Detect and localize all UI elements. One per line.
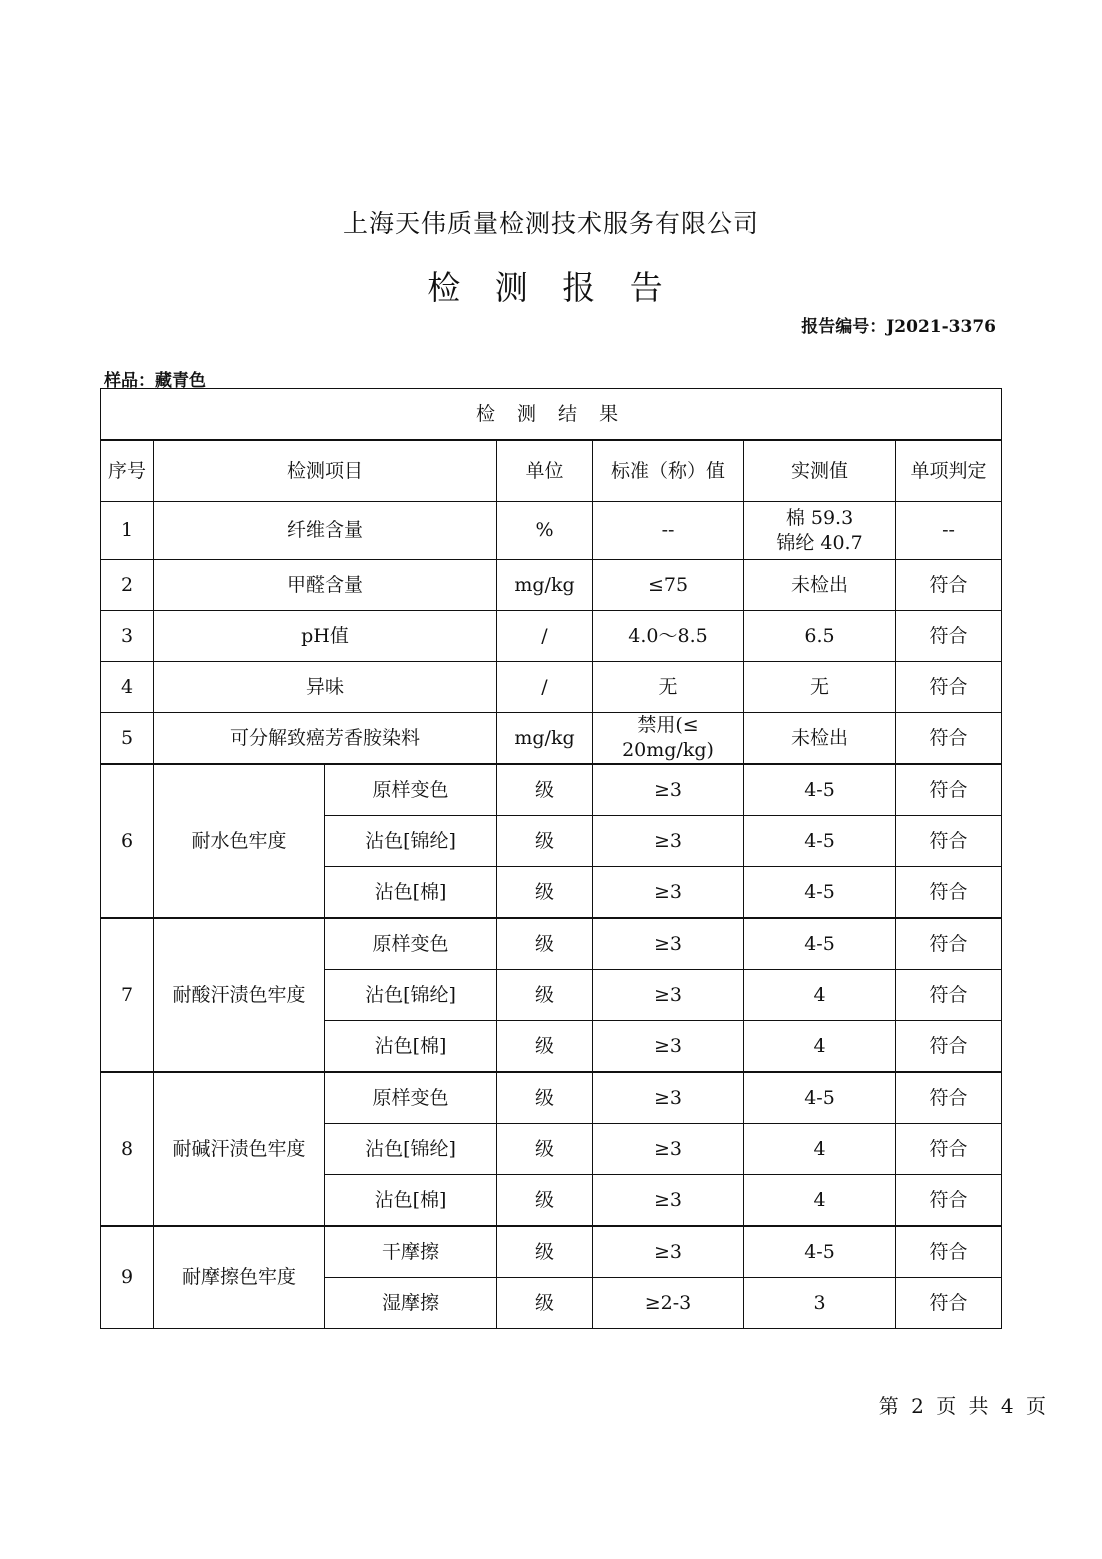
unit-cell: 级 (497, 1021, 593, 1073)
results-table (100, 388, 1002, 1329)
standard-line: 20mg/kg) (622, 739, 714, 761)
measured-cell: 4-5 (744, 918, 896, 970)
standard-cell: ≥2-3 (593, 1278, 744, 1329)
table-row (101, 1072, 1002, 1124)
item-cell: 耐摩擦色牢度 (154, 1226, 325, 1329)
measured-cell: 4-5 (744, 764, 896, 816)
seq-cell: 5 (101, 713, 154, 765)
table-row (101, 918, 1002, 970)
header-item: 检测项目 (154, 440, 497, 502)
judgment-cell: 符合 (896, 764, 1002, 816)
unit-cell: mg/kg (497, 713, 593, 765)
seq-cell: 3 (101, 611, 154, 662)
measured-cell: 3 (744, 1278, 896, 1329)
unit-cell: 级 (497, 1278, 593, 1329)
seq-cell: 2 (101, 560, 154, 611)
table-caption: 检 测 结 果 (101, 389, 1002, 441)
subitem-cell: 沾色[棉] (325, 867, 497, 919)
judgment-cell: 符合 (896, 560, 1002, 611)
header-measured: 实测值 (744, 440, 896, 502)
standard-cell: ≥3 (593, 1124, 744, 1175)
measured-cell: 4 (744, 1124, 896, 1175)
table-row (101, 560, 1002, 611)
subitem-cell: 原样变色 (325, 1072, 497, 1124)
measured-cell: 未检出 (744, 713, 896, 765)
report-title: 检 测 报 告 (427, 268, 675, 307)
unit-cell: 级 (497, 816, 593, 867)
judgment-cell: 符合 (896, 713, 1002, 765)
measured-cell: 4-5 (744, 1226, 896, 1278)
item-cell: 耐水色牢度 (154, 764, 325, 918)
unit-cell: / (497, 662, 593, 713)
standard-cell: ≥3 (593, 1175, 744, 1227)
judgment-cell: 符合 (896, 611, 1002, 662)
seq-cell: 6 (101, 764, 154, 918)
measured-cell: 4-5 (744, 1072, 896, 1124)
table-row (101, 764, 1002, 816)
header-seq: 序号 (101, 440, 154, 502)
unit-cell: mg/kg (497, 560, 593, 611)
item-cell: 纤维含量 (154, 502, 497, 560)
standard-cell: ≥3 (593, 816, 744, 867)
standard-cell: ≥3 (593, 867, 744, 919)
standard-cell: -- (593, 502, 744, 560)
unit-cell: 级 (497, 764, 593, 816)
seq-cell: 7 (101, 918, 154, 1072)
measured-cell: 4-5 (744, 867, 896, 919)
unit-cell: 级 (497, 918, 593, 970)
standard-cell: ≥3 (593, 1072, 744, 1124)
standard-cell: ≥3 (593, 1021, 744, 1073)
subitem-cell: 沾色[锦纶] (325, 816, 497, 867)
seq-cell: 8 (101, 1072, 154, 1226)
table-row (101, 502, 1002, 560)
subitem-cell: 沾色[棉] (325, 1021, 497, 1073)
unit-cell: / (497, 611, 593, 662)
subitem-cell: 沾色[棉] (325, 1175, 497, 1227)
item-cell: 异味 (154, 662, 497, 713)
header-judgment: 单项判定 (896, 440, 1002, 502)
unit-cell: 级 (497, 1072, 593, 1124)
subitem-cell: 湿摩擦 (325, 1278, 497, 1329)
seq-cell: 4 (101, 662, 154, 713)
item-cell: pH值 (154, 611, 497, 662)
measured-cell: 4 (744, 1021, 896, 1073)
unit-cell: 级 (497, 1226, 593, 1278)
judgment-cell: 符合 (896, 1021, 1002, 1073)
measured-cell (744, 502, 896, 560)
table-row (101, 1226, 1002, 1278)
judgment-cell: 符合 (896, 918, 1002, 970)
company-name: 上海天伟质量检测技术服务有限公司 (342, 209, 759, 238)
measured-cell: 4 (744, 970, 896, 1021)
subitem-cell: 沾色[锦纶] (325, 970, 497, 1021)
header-unit: 单位 (497, 440, 593, 502)
judgment-cell: 符合 (896, 1124, 1002, 1175)
unit-cell: 级 (497, 970, 593, 1021)
measured-line-cotton: 棉 59.3 (785, 506, 854, 529)
page-footer: 第 2 页 共 4 页 (878, 1394, 1046, 1418)
unit-cell: 级 (497, 867, 593, 919)
judgment-cell: 符合 (896, 1278, 1002, 1329)
judgment-cell: 符合 (896, 816, 1002, 867)
judgment-cell: 符合 (896, 867, 1002, 919)
standard-cell: 4.0～8.5 (593, 611, 744, 662)
item-cell: 甲醛含量 (154, 560, 497, 611)
unit-cell: 级 (497, 1124, 593, 1175)
unit-cell: 级 (497, 1175, 593, 1227)
measured-cell: 4 (744, 1175, 896, 1227)
judgment-cell: 符合 (896, 970, 1002, 1021)
standard-cell (593, 713, 744, 765)
standard-cell: ≤75 (593, 560, 744, 611)
table-row (101, 662, 1002, 713)
seq-cell: 1 (101, 502, 154, 560)
measured-line-nylon: 锦纶 40.7 (776, 531, 863, 554)
item-cell: 可分解致癌芳香胺染料 (154, 713, 497, 765)
measured-cell: 4-5 (744, 816, 896, 867)
judgment-cell: -- (896, 502, 1002, 560)
standard-cell: ≥3 (593, 970, 744, 1021)
measured-cell: 6.5 (744, 611, 896, 662)
header-row (101, 440, 1002, 502)
judgment-cell: 符合 (896, 662, 1002, 713)
standard-cell: 无 (593, 662, 744, 713)
standard-line: 禁用(≤ (637, 714, 699, 737)
measured-cell: 无 (744, 662, 896, 713)
seq-cell: 9 (101, 1226, 154, 1329)
subitem-cell: 原样变色 (325, 764, 497, 816)
unit-cell: % (497, 502, 593, 560)
subitem-cell: 干摩擦 (325, 1226, 497, 1278)
subitem-cell: 原样变色 (325, 918, 497, 970)
standard-cell: ≥3 (593, 764, 744, 816)
header-standard: 标准（称）值 (593, 440, 744, 502)
standard-cell: ≥3 (593, 918, 744, 970)
item-cell: 耐酸汗渍色牢度 (154, 918, 325, 1072)
table-row (101, 713, 1002, 765)
item-cell: 耐碱汗渍色牢度 (154, 1072, 325, 1226)
judgment-cell: 符合 (896, 1226, 1002, 1278)
sample-label: 样品：藏青色 (104, 371, 206, 391)
judgment-cell: 符合 (896, 1175, 1002, 1227)
table-row (101, 611, 1002, 662)
judgment-cell: 符合 (896, 1072, 1002, 1124)
subitem-cell: 沾色[锦纶] (325, 1124, 497, 1175)
measured-cell: 未检出 (744, 560, 896, 611)
standard-cell: ≥3 (593, 1226, 744, 1278)
report-number: 报告编号：J2021-3376 (801, 317, 996, 337)
